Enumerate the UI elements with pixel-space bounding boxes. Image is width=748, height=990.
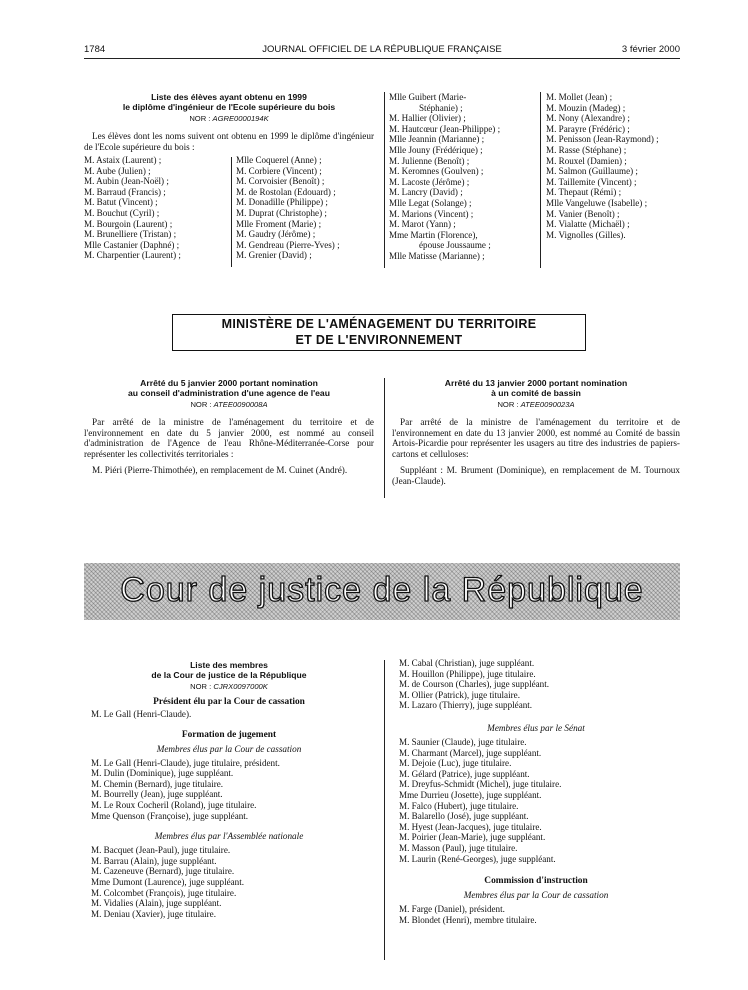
- list-item: M. Vignolles (Gilles).: [546, 229, 626, 240]
- list-item: M. Barraud (Francis) ;: [84, 186, 166, 197]
- list-item: Mme Dumont (Laurence), juge suppléant.: [91, 876, 245, 887]
- list-item: M. Charpentier (Laurent) ;: [84, 250, 181, 261]
- nor-prefix: NOR :: [190, 682, 214, 691]
- list-item: M. Taillemite (Vincent) ;: [546, 176, 637, 187]
- list-item: M. Vialatte (Michaël) ;: [546, 219, 630, 230]
- nor-reference: [392, 400, 680, 409]
- arrete-paragraph: Par arrêté de la ministre de l'aménagement du territoire et de l'environnement en date du 13 janvier 2000, est nommé au Comité de bassin Artois-Picardie pour représenter les usagers au titre des industries de papiers-cartons et celluloses:: [392, 417, 680, 459]
- list-item: M. Marions (Vincent) ;: [389, 208, 474, 219]
- assemblee-member-list-continued: [392, 658, 680, 711]
- senat-heading: Membres élus par le Sénat: [487, 722, 585, 733]
- list-item: M. Laurin (René-Georges), juge suppléant.: [399, 853, 556, 864]
- list-item: M. Parayre (Frédéric) ;: [546, 123, 630, 134]
- ministry-line: ET DE L'ENVIRONNEMENT: [295, 333, 463, 347]
- ministry-heading: [172, 314, 586, 351]
- arrete-title: [392, 378, 680, 398]
- list-item: M. Barrau (Alain), juge suppléant.: [91, 855, 217, 866]
- list-item: M. Grenier (David) ;: [236, 250, 312, 261]
- list-item: M. Mouzin (Madeg) ;: [546, 102, 626, 113]
- list-item: M. Chemin (Bernard), juge titulaire.: [91, 778, 224, 789]
- list-item: Mme Quenson (Françoise), juge suppléant.: [91, 810, 249, 821]
- section-title: [84, 92, 374, 112]
- list-item: M. Donadille (Philippe) ;: [236, 197, 328, 208]
- nor-code: CJRX0097000K: [213, 682, 268, 691]
- column-divider: [384, 92, 385, 268]
- nor-prefix: NOR :: [189, 114, 213, 123]
- column-divider: [384, 660, 385, 960]
- arrete-paragraph: Par arrêté de la ministre de l'aménagement du territoire et de l'environnement en date du 5 janvier 2000, est nommé au conseil d'administration de l'Agence de l'eau Rhône-Méditerranée-Corse pour représenter les collectivités territoriales :: [84, 417, 374, 459]
- list-item: M. Cabal (Christian), juge suppléant.: [399, 658, 535, 668]
- list-item: Mlle Froment (Marie) ;: [236, 218, 322, 229]
- banner-title: Cour de justice de la République: [120, 571, 644, 609]
- list-item: M. Cazeneuve (Bernard), juge titulaire.: [91, 866, 235, 877]
- senat-member-list: [392, 737, 680, 864]
- title-line: au conseil d'administration d'une agence de l'eau: [128, 388, 330, 398]
- president-list: [84, 709, 374, 720]
- nor-prefix: NOR :: [497, 400, 521, 409]
- title-line: Arrêté du 13 janvier 2000 portant nomination: [444, 378, 628, 388]
- student-list-col1: [84, 155, 224, 261]
- list-item: M. Le Gall (Henri-Claude), juge titulaire, président.: [91, 757, 280, 768]
- formation-heading: Formation de jugement: [181, 729, 277, 740]
- list-item: M. Farge (Daniel), président.: [399, 904, 505, 915]
- arrete-paragraph: Suppléant : M. Brument (Dominique), en remplacement de M. Tournoux (Jean-Claude).: [392, 465, 680, 486]
- list-item: M. Nony (Alexandre) ;: [546, 113, 630, 124]
- cour-justice-banner: [84, 563, 680, 620]
- list-item: M. Balarello (José), juge suppléant.: [399, 811, 529, 822]
- cour-list-title: [84, 660, 374, 680]
- title-line: Liste des membres: [190, 660, 268, 670]
- nor-code: ATEE0090023A: [520, 400, 575, 409]
- list-item: Mme Durrieu (Josette), juge suppléant.: [399, 789, 542, 800]
- list-item: M. Rouxel (Damien) ;: [546, 155, 627, 166]
- list-item: M. Rasse (Stéphane) ;: [546, 144, 627, 155]
- list-item: M. Hautcœur (Jean-Philippe) ;: [389, 123, 501, 134]
- list-item: M. Corvoisier (Benoît) ;: [236, 176, 325, 187]
- list-item: M. Bacquet (Jean-Paul), juge titulaire.: [91, 845, 231, 856]
- instruction-heading: Commission d'instruction: [484, 876, 588, 887]
- list-item: M. Bouchut (Cyril) ;: [84, 207, 160, 218]
- nor-reference: [84, 114, 374, 123]
- arrete-comite-bassin: [392, 378, 680, 487]
- list-item: M. Mollet (Jean) ;: [546, 92, 613, 102]
- list-item: Mlle Vangeluwe (Isabelle) ;: [546, 197, 648, 208]
- list-item: M. Thepaut (Rémi) ;: [546, 187, 622, 198]
- list-item: M. Lacoste (Jérôme) ;: [389, 176, 470, 187]
- list-item: M. Vanier (Benoît) ;: [546, 208, 620, 219]
- column-divider: [540, 92, 541, 268]
- instruction-member-list: [392, 904, 680, 925]
- page-number: 1784: [84, 44, 106, 55]
- list-item: M. Charmant (Marcel), juge suppléant.: [399, 747, 542, 758]
- diploma-section: [84, 92, 374, 154]
- list-item: Mlle Guibert (Marie-: [389, 92, 467, 102]
- student-list-col3: [389, 92, 539, 262]
- list-item: M. Penisson (Jean-Raymond) ;: [546, 134, 659, 145]
- arrete-paragraph: M. Piéri (Pierre-Thimothée), en remplacement de M. Cuinet (André).: [92, 465, 348, 476]
- nor-code: ATEE0090008A: [213, 400, 268, 409]
- title-line: Liste des élèves ayant obtenu en 1999: [151, 92, 307, 102]
- list-item: M. Dejoie (Luc), juge titulaire.: [399, 758, 512, 769]
- intro-paragraph: Les élèves dont les noms suivent ont obtenu en 1999 le diplôme d'ingénieur de l'Ecole supérieure du bois :: [84, 131, 374, 152]
- running-header: [84, 44, 680, 59]
- list-item: M. Le Roux Cocheril (Roland), juge titulaire.: [91, 799, 257, 810]
- list-item: M. Keromnes (Goulven) ;: [389, 166, 484, 177]
- title-line: le diplôme d'ingénieur de l'Ecole supérieure du bois: [122, 102, 336, 112]
- list-item: M. Houillon (Philippe), juge titulaire.: [399, 668, 536, 679]
- list-item: Mme Martin (Florence),: [389, 229, 478, 240]
- list-item: M. Batut (Vincent) ;: [84, 197, 158, 208]
- cour-members-left: [84, 660, 374, 919]
- list-item: M. Aube (Julien) ;: [84, 165, 151, 176]
- list-item: M. Deniau (Xavier), juge titulaire.: [91, 908, 216, 919]
- list-item: M. Aubin (Jean-Noël) ;: [84, 176, 169, 187]
- list-item: Mlle Legat (Solange) ;: [389, 197, 472, 208]
- list-item: M. Gaudry (Jérôme) ;: [236, 229, 316, 240]
- title-line: Arrêté du 5 janvier 2000 portant nomination: [140, 378, 318, 388]
- list-item: M. Astaix (Laurent) ;: [84, 155, 162, 165]
- list-item: M. Hyest (Jean-Jacques), juge titulaire.: [399, 821, 542, 832]
- list-item: M. Lazaro (Thierry), juge suppléant.: [399, 700, 533, 711]
- nor-prefix: NOR :: [190, 400, 214, 409]
- list-item: Mlle Matisse (Marianne) ;: [389, 250, 485, 261]
- list-item: M. Gélard (Patrice), juge suppléant.: [399, 768, 530, 779]
- list-item: M. Julienne (Benoît) ;: [389, 155, 470, 166]
- journal-title: JOURNAL OFFICIEL DE LA RÉPUBLIQUE FRANÇAISE: [262, 44, 502, 55]
- list-item: M. Bourrelly (Jean), juge suppléant.: [91, 789, 223, 800]
- nor-reference: [84, 682, 374, 691]
- issue-date: 3 février 2000: [621, 44, 680, 55]
- list-item: Mlle Jeannin (Marianne) ;: [389, 134, 485, 145]
- list-item: Mlle Coquerel (Anne) ;: [236, 155, 322, 165]
- list-item: M. Duprat (Christophe) ;: [236, 207, 327, 218]
- list-item: M. Gendreau (Pierre-Yves) ;: [236, 239, 340, 250]
- column-divider: [231, 157, 232, 267]
- cassation-heading: Membres élus par la Cour de cassation: [156, 743, 302, 754]
- list-item: M. Falco (Hubert), juge titulaire.: [399, 800, 519, 811]
- student-list-col2: [236, 155, 378, 261]
- title-line: de la Cour de justice de la République: [151, 670, 307, 680]
- president-heading: Président élu par la Cour de cassation: [153, 697, 305, 707]
- member-entry: M. Le Gall (Henri-Claude).: [91, 709, 192, 719]
- list-item: M. de Rostolan (Edouard) ;: [236, 186, 336, 197]
- list-item: M. de Courson (Charles), juge suppléant.: [399, 679, 550, 690]
- list-item: M. Bourgoin (Laurent) ;: [84, 218, 173, 229]
- list-item: Mlle Jouny (Frédérique) ;: [389, 144, 483, 155]
- instruction-subheading: Membres élus par la Cour de cassation: [463, 890, 609, 901]
- nor-reference: [84, 400, 374, 409]
- assemblee-heading: Membres élus par l'Assemblée nationale: [154, 831, 304, 842]
- list-item: M. Hallier (Olivier) ;: [389, 113, 466, 124]
- list-item: M. Marot (Yann) ;: [389, 219, 456, 230]
- list-item: épouse Joussaume ;: [419, 240, 491, 251]
- list-item: M. Poirier (Jean-Marie), juge suppléant.: [399, 832, 546, 843]
- column-divider: [384, 378, 385, 498]
- list-item: M. Dreyfus-Schmidt (Michel), juge titulaire.: [399, 779, 562, 790]
- list-item: M. Brunelliere (Tristan) ;: [84, 229, 177, 240]
- arrete-title: [84, 378, 374, 398]
- list-item: M. Colcombet (François), juge titulaire.: [91, 887, 237, 898]
- list-item: Mlle Castanier (Daphné) ;: [84, 239, 180, 250]
- title-line: à un comité de bassin: [491, 388, 581, 398]
- cour-members-right: [392, 658, 680, 925]
- student-list-col4: [546, 92, 680, 240]
- list-item: M. Ollier (Patrick), juge titulaire.: [399, 689, 520, 700]
- list-item: M. Blondet (Henri), membre titulaire.: [399, 914, 537, 925]
- list-item: M. Lancry (David) ;: [389, 187, 463, 198]
- list-item: M. Vidalies (Alain), juge suppléant.: [91, 898, 222, 909]
- list-item: M. Corbiere (Vincent) ;: [236, 165, 322, 176]
- list-item: Stéphanie) ;: [419, 102, 463, 113]
- list-item: M. Saunier (Claude), juge titulaire.: [399, 736, 527, 747]
- arrete-agence-eau: [84, 378, 374, 476]
- list-item: M. Salmon (Guillaume) ;: [546, 166, 638, 177]
- list-item: M. Dulin (Dominique), juge suppléant.: [91, 768, 234, 779]
- ministry-line: MINISTÈRE DE L'AMÉNAGEMENT DU TERRITOIRE: [221, 317, 537, 331]
- list-item: M. Masson (Paul), juge titulaire.: [399, 842, 518, 853]
- assemblee-member-list: [84, 845, 374, 919]
- nor-code: AGRE0000194K: [212, 114, 269, 123]
- cassation-member-list: [84, 758, 374, 822]
